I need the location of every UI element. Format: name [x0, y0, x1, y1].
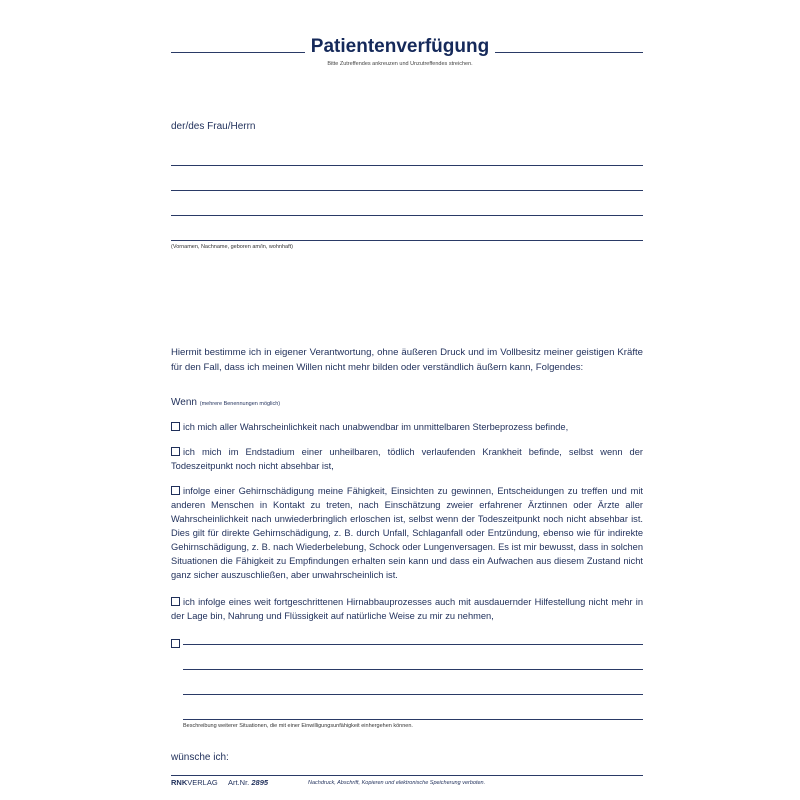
wish-label: wünsche ich:: [171, 752, 229, 763]
footer-notice: Nachdruck, Abschrift, Kopieren und elektronische Speicherung verboten.: [308, 780, 486, 786]
brand-bold: RNK: [171, 778, 188, 787]
option-5-checkbox-wrap: [171, 634, 183, 652]
option-2-checkbox[interactable]: [171, 447, 180, 456]
article-number: 2895: [251, 778, 269, 787]
option-5-checkbox[interactable]: [171, 639, 180, 648]
person-hint: (Vornamen, Nachname, geboren am/in, wohnhaft): [171, 244, 293, 250]
option-1-text: ich mich aller Wahrscheinlichkeit nach unabwendbar im unmittelbaren Sterbeprozess befinde,: [183, 422, 569, 432]
option-1: [171, 420, 643, 434]
footer-article: [228, 778, 268, 787]
other-line-4[interactable]: [183, 719, 643, 720]
option-4-checkbox[interactable]: [171, 597, 180, 606]
option-3-checkbox[interactable]: [171, 486, 180, 495]
wenn-label: Wenn: [171, 397, 197, 408]
option-1-checkbox[interactable]: [171, 422, 180, 431]
footer-rule: [171, 775, 643, 776]
person-line-1[interactable]: [171, 165, 643, 166]
declaration-text: Hiermit bestimme ich in eigener Verantwortung, ohne äußeren Druck und im Vollbesitz meiner geistigen Kräfte für den Fall, dass ich meinen Willen nicht mehr bilden oder verständlich äußern kann, Folgendes:: [171, 347, 643, 373]
option-4-text: ich infolge eines weit fortgeschrittenen Hirnabbauprozesses auch mit ausdauernder Hilfestellung nicht mehr in der Lage bin, Nahrung und Flüssigkeit auf natürliche Weise zu mir zu nehmen,: [171, 597, 643, 621]
instructions-text: Bitte Zutreffendes ankreuzen und Unzutreffendes streichen.: [327, 61, 473, 67]
other-line-2[interactable]: [183, 669, 643, 670]
page-title: Patientenverfügung: [0, 36, 800, 58]
article-prefix: Art.Nr.: [228, 778, 250, 787]
brand-rest: VERLAG: [187, 778, 218, 787]
other-line-1[interactable]: [183, 644, 643, 645]
person-line-4[interactable]: [171, 240, 643, 241]
person-line-3[interactable]: [171, 215, 643, 216]
person-label: der/des Frau/Herrn: [171, 121, 256, 132]
option-3: [171, 484, 643, 582]
wenn-hint: (mehrere Benennungen möglich): [199, 401, 281, 407]
other-line-3[interactable]: [183, 694, 643, 695]
wenn-heading: [171, 397, 280, 408]
option-2-text: ich mich im Endstadium einer unheilbaren, tödlich verlaufenden Krankheit befinde, selbst wenn der Todeszeitpunkt noch nicht absehbar ist,: [171, 447, 643, 471]
person-line-2[interactable]: [171, 190, 643, 191]
option-2: [171, 445, 643, 473]
option-4: [171, 595, 643, 623]
option-3-text: infolge einer Gehirnschädigung meine Fähigkeit, Einsichten zu gewinnen, Entscheidungen zu treffen und mit anderen Menschen in Kontakt zu treten, nach Einschätzung zweier erfahrener Ärztinnen oder Ärzte aller Wahrscheinlichkeit nach unwiederbringlich erloschen ist, selbst wenn der Todeszeitpunkt noch nicht absehbar ist. Dies gilt für direkte Gehirnschädigung, z. B. durch Unfall, Schlaganfall oder Entzündung, ebenso wie für indirekte Gehirnschädigung, z. B. nach Wiederbelebung, Schock oder Lungenversagen. Es ist mir bewusst, dass in solchen Situationen die Fähigkeit zu Empfindungen erhalten sein kann und dass ein Aufwachen aus diesem Zustand nicht ganz sicher auszuschließen, aber unwahrscheinlich ist.: [171, 486, 643, 580]
footer-brand: [171, 778, 218, 787]
other-hint: Beschreibung weiterer Situationen, die mit einer Einwilligungsunfähigkeit einhergehen können.: [183, 723, 413, 729]
